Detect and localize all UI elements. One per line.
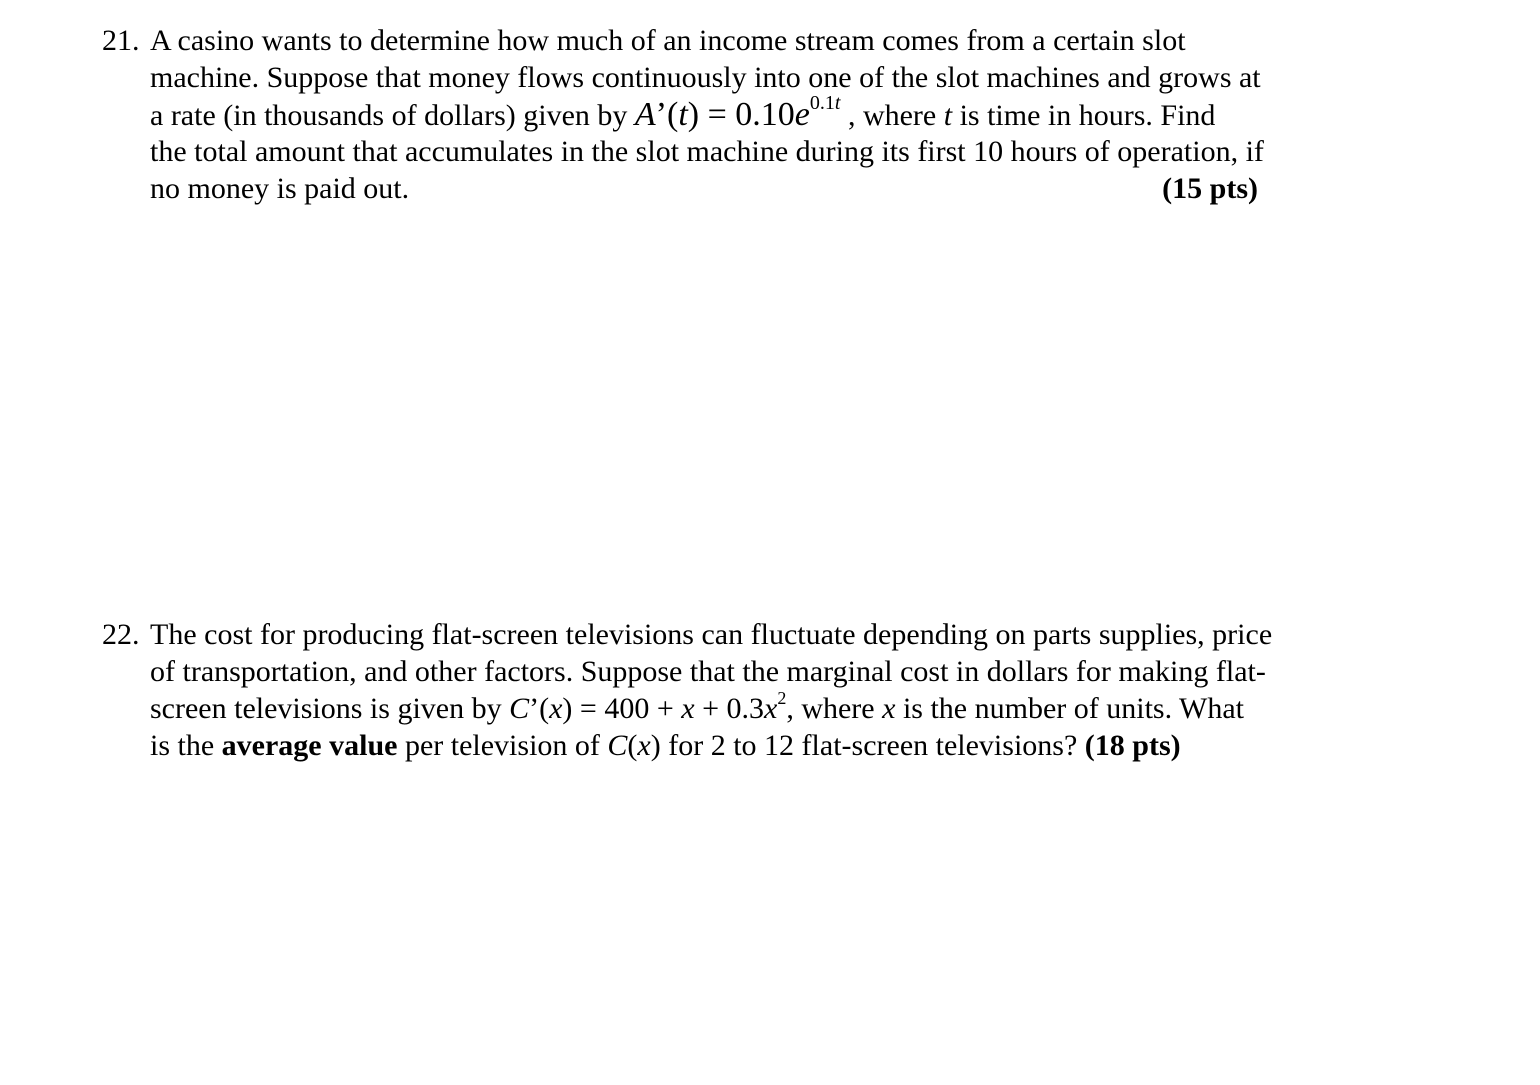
problem-22-line-4 [102,727,1362,764]
problem-22-text-3-post: is the number of units. What [895,692,1245,725]
formula-plus-coef: + 0.3 [694,692,764,725]
formula-var-t: t [678,96,688,133]
problem-21-number: 21. [102,24,140,57]
formula-coefficient: 0.10 [735,96,795,133]
problem-22-line-1 [102,616,1362,653]
average-value-emphasis: average value [221,729,398,762]
problem-21-text-3-pre: a rate (in thousands of dollars) given by [150,99,635,132]
problem-22-points: (18 pts) [1084,729,1181,762]
formula-var-x-3: x [764,692,778,725]
formula-var-x-2: x [681,692,695,725]
problem-21-text-3-post: is time in hours. Find [952,99,1216,132]
formula-constant: ) = 400 + [562,692,682,725]
formula-equals: ) = [687,96,736,133]
problem-22-text-2: of transportation, and other factors. Suppose that the marginal cost in dollars for making flat- [150,655,1266,688]
problem-22-text-3-pre: screen televisions is given by [150,692,510,725]
formula-exponent-number: 0.1 [809,92,835,114]
problem-22-text-4-mid: per television of [397,729,608,762]
problem-22 [102,616,1362,764]
formula-fn-a: A [634,96,656,133]
problem-21-line-2 [102,59,1362,96]
problem-22-var-x-2: x [637,729,651,762]
formula-base-e: e [794,96,810,133]
problem-21-line-5 [102,170,1362,207]
formula-fn-c: C [509,692,530,725]
formula-var-x: x [549,692,563,725]
problem-22-text-1: The cost for producing flat-screen televisions can fluctuate depending on parts supplies, price [150,618,1273,651]
problem-22-line-2 [102,653,1362,690]
problem-21-line-1 [102,22,1362,59]
formula-exponent [810,92,841,114]
problem-21-text-2: machine. Suppose that money flows continuously into one of the slot machines and grows at [150,61,1261,94]
problem-21-line-4 [102,133,1362,170]
problem-22-var-x: x [882,692,896,725]
problem-22-text-4-post: ) for 2 to 12 flat-screen televisions? [650,729,1085,762]
problem-22-text-4-pre: is the [150,729,222,762]
formula-exponent: 2 [777,688,787,708]
problem-21-var-t: t [943,99,953,132]
problem-22-fn-c: C [607,729,628,762]
problem-22-number: 22. [102,618,140,651]
problem-21-line-3 [102,92,1362,133]
problem-21-text-1: A casino wants to determine how much of an income stream comes from a certain slot [150,24,1186,57]
formula-exponent-var: t [834,92,841,114]
formula-prime: ’( [529,692,550,725]
marginal-cost-formula [509,688,787,725]
problem-21 [102,22,1362,207]
problem-21-text-4: the total amount that accumulates in the slot machine during its first 10 hours of operation, if [150,135,1264,168]
formula-prime: ’( [655,96,679,133]
problem-22-text-3-where: , where [786,692,883,725]
problem-21-text-3-comma: , where [840,99,944,132]
rate-formula [634,92,841,133]
problem-21-points: (15 pts) [1162,172,1258,205]
problem-22-line-3 [102,690,1362,727]
problem-22-paren: ( [627,729,638,762]
problem-21-text-5: no money is paid out. [150,172,410,205]
